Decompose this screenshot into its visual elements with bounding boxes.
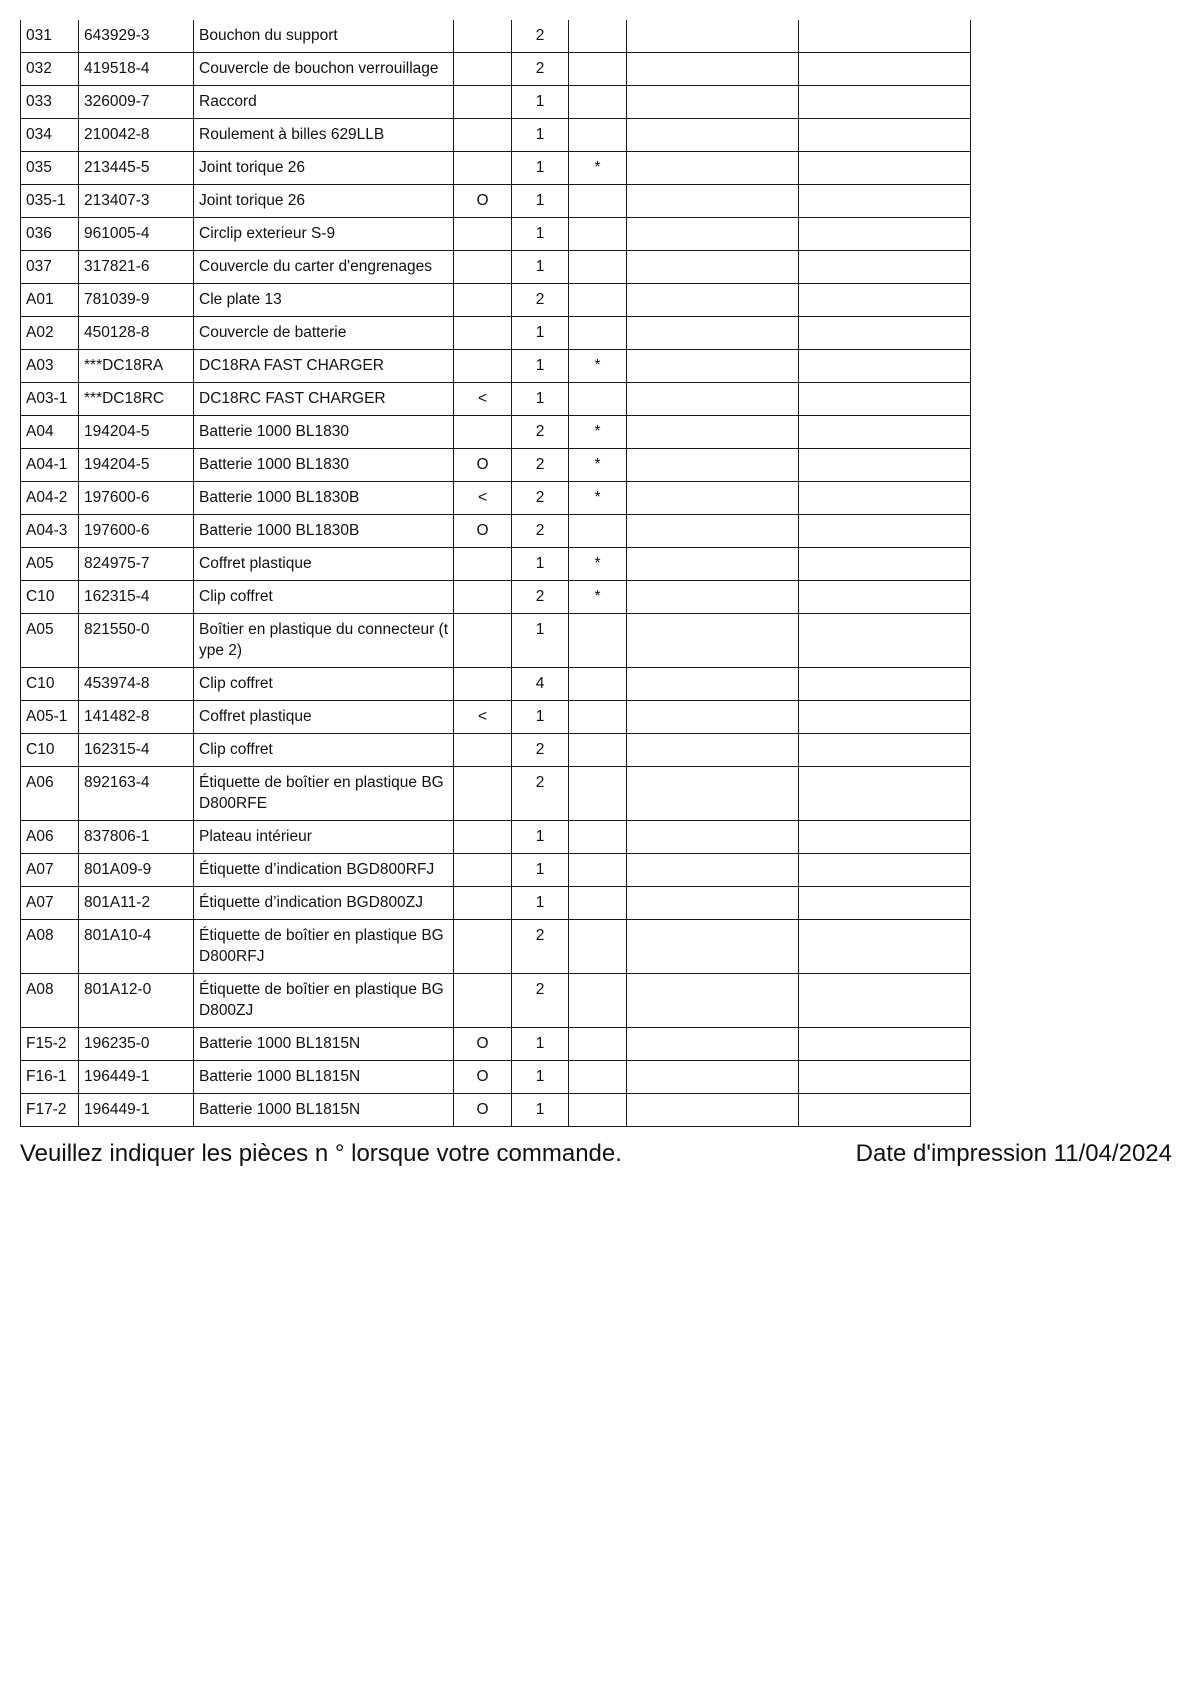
part-number-cell: A06	[21, 767, 79, 821]
option-cell: <	[454, 383, 512, 416]
table-row	[21, 701, 971, 734]
part-number-cell: C10	[21, 668, 79, 701]
empty-cell	[799, 668, 971, 701]
description-cell: Batterie 1000 BL1830B	[194, 515, 454, 548]
table-row	[21, 251, 971, 284]
empty-cell	[799, 20, 971, 53]
quantity-cell: 1	[512, 317, 569, 350]
quantity-cell: 1	[512, 854, 569, 887]
part-number-cell: A05	[21, 548, 79, 581]
option-cell	[454, 767, 512, 821]
marker-cell	[569, 185, 627, 218]
option-cell	[454, 974, 512, 1028]
marker-cell: *	[569, 416, 627, 449]
option-cell	[454, 854, 512, 887]
part-number-cell: A01	[21, 284, 79, 317]
quantity-cell: 4	[512, 668, 569, 701]
marker-cell	[569, 614, 627, 668]
reference-cell: 196449-1	[79, 1094, 194, 1127]
empty-cell	[627, 53, 799, 86]
empty-cell	[627, 734, 799, 767]
quantity-cell: 2	[512, 974, 569, 1028]
empty-cell	[799, 317, 971, 350]
empty-cell	[799, 581, 971, 614]
empty-cell	[799, 1028, 971, 1061]
description-cell: Couvercle du carter d'engrenages	[194, 251, 454, 284]
empty-cell	[627, 701, 799, 734]
empty-cell	[627, 668, 799, 701]
table-row	[21, 284, 971, 317]
empty-cell	[799, 515, 971, 548]
reference-cell: 196235-0	[79, 1028, 194, 1061]
part-number-cell: 035	[21, 152, 79, 185]
part-number-cell: A04	[21, 416, 79, 449]
empty-cell	[627, 383, 799, 416]
empty-cell	[799, 185, 971, 218]
marker-cell: *	[569, 482, 627, 515]
empty-cell	[799, 887, 971, 920]
table-row	[21, 548, 971, 581]
table-row	[21, 350, 971, 383]
empty-cell	[799, 920, 971, 974]
part-number-cell: A08	[21, 974, 79, 1028]
description-cell: Batterie 1000 BL1815N	[194, 1094, 454, 1127]
quantity-cell: 2	[512, 416, 569, 449]
option-cell	[454, 350, 512, 383]
reference-cell: 141482-8	[79, 701, 194, 734]
quantity-cell: 2	[512, 482, 569, 515]
marker-cell: *	[569, 449, 627, 482]
table-row	[21, 53, 971, 86]
reference-cell: 821550-0	[79, 614, 194, 668]
table-row	[21, 767, 971, 821]
description-cell: Batterie 1000 BL1815N	[194, 1028, 454, 1061]
part-number-cell: A07	[21, 887, 79, 920]
option-cell: O	[454, 449, 512, 482]
empty-cell	[799, 548, 971, 581]
reference-cell: 419518-4	[79, 53, 194, 86]
marker-cell	[569, 701, 627, 734]
quantity-cell: 1	[512, 86, 569, 119]
quantity-cell: 1	[512, 1061, 569, 1094]
marker-cell	[569, 86, 627, 119]
description-cell: Bouchon du support	[194, 20, 454, 53]
empty-cell	[627, 416, 799, 449]
reference-cell: 196449-1	[79, 1061, 194, 1094]
marker-cell	[569, 317, 627, 350]
empty-cell	[627, 920, 799, 974]
empty-cell	[799, 821, 971, 854]
description-cell: Étiquette de boîtier en plastique BGD800RFE	[194, 767, 454, 821]
option-cell	[454, 734, 512, 767]
option-cell	[454, 53, 512, 86]
description-cell: Joint torique 26	[194, 185, 454, 218]
option-cell: O	[454, 1028, 512, 1061]
marker-cell	[569, 1028, 627, 1061]
description-cell: Batterie 1000 BL1830	[194, 416, 454, 449]
description-cell: Roulement à billes 629LLB	[194, 119, 454, 152]
quantity-cell: 2	[512, 920, 569, 974]
option-cell	[454, 86, 512, 119]
quantity-cell: 2	[512, 53, 569, 86]
table-row	[21, 515, 971, 548]
marker-cell	[569, 53, 627, 86]
part-number-cell: F17-2	[21, 1094, 79, 1127]
empty-cell	[627, 86, 799, 119]
description-cell: Étiquette d’indication BGD800ZJ	[194, 887, 454, 920]
option-cell	[454, 119, 512, 152]
option-cell: <	[454, 701, 512, 734]
footer-order-note: Veuillez indiquer les pièces n ° lorsque votre commande.	[20, 1140, 622, 1167]
part-number-cell: 035-1	[21, 185, 79, 218]
description-cell: Étiquette de boîtier en plastique BGD800ZJ	[194, 974, 454, 1028]
marker-cell	[569, 821, 627, 854]
description-cell: Clip coffret	[194, 581, 454, 614]
description-cell: Couvercle de batterie	[194, 317, 454, 350]
description-cell: Plateau intérieur	[194, 821, 454, 854]
reference-cell: 194204-5	[79, 449, 194, 482]
description-cell: Batterie 1000 BL1830	[194, 449, 454, 482]
empty-cell	[627, 515, 799, 548]
reference-cell: ***DC18RC	[79, 383, 194, 416]
description-cell: Circlip exterieur S-9	[194, 218, 454, 251]
empty-cell	[799, 482, 971, 515]
reference-cell: 892163-4	[79, 767, 194, 821]
quantity-cell: 1	[512, 185, 569, 218]
marker-cell	[569, 515, 627, 548]
table-row	[21, 581, 971, 614]
empty-cell	[627, 482, 799, 515]
table-row	[21, 218, 971, 251]
reference-cell: 194204-5	[79, 416, 194, 449]
marker-cell: *	[569, 548, 627, 581]
reference-cell: 801A09-9	[79, 854, 194, 887]
marker-cell	[569, 1061, 627, 1094]
marker-cell	[569, 119, 627, 152]
table-row	[21, 1094, 971, 1127]
empty-cell	[627, 1094, 799, 1127]
option-cell	[454, 548, 512, 581]
empty-cell	[799, 53, 971, 86]
empty-cell	[799, 350, 971, 383]
empty-cell	[627, 581, 799, 614]
reference-cell: 197600-6	[79, 482, 194, 515]
marker-cell	[569, 383, 627, 416]
marker-cell	[569, 284, 627, 317]
empty-cell	[627, 821, 799, 854]
part-number-cell: F16-1	[21, 1061, 79, 1094]
marker-cell	[569, 218, 627, 251]
reference-cell: 961005-4	[79, 218, 194, 251]
empty-cell	[799, 974, 971, 1028]
part-number-cell: A05	[21, 614, 79, 668]
marker-cell	[569, 734, 627, 767]
empty-cell	[627, 218, 799, 251]
table-row	[21, 317, 971, 350]
reference-cell: 197600-6	[79, 515, 194, 548]
part-number-cell: A03-1	[21, 383, 79, 416]
table-row	[21, 854, 971, 887]
empty-cell	[799, 218, 971, 251]
table-row	[21, 734, 971, 767]
quantity-cell: 1	[512, 152, 569, 185]
empty-cell	[799, 449, 971, 482]
description-cell: Cle plate 13	[194, 284, 454, 317]
empty-cell	[627, 887, 799, 920]
table-row	[21, 119, 971, 152]
marker-cell	[569, 20, 627, 53]
table-row	[21, 449, 971, 482]
empty-cell	[799, 119, 971, 152]
quantity-cell: 1	[512, 701, 569, 734]
table-row	[21, 668, 971, 701]
option-cell: O	[454, 1094, 512, 1127]
empty-cell	[627, 1061, 799, 1094]
option-cell	[454, 920, 512, 974]
option-cell	[454, 887, 512, 920]
quantity-cell: 1	[512, 614, 569, 668]
empty-cell	[799, 86, 971, 119]
reference-cell: 326009-7	[79, 86, 194, 119]
part-number-cell: C10	[21, 581, 79, 614]
quantity-cell: 1	[512, 887, 569, 920]
reference-cell: 317821-6	[79, 251, 194, 284]
reference-cell: 643929-3	[79, 20, 194, 53]
empty-cell	[799, 284, 971, 317]
quantity-cell: 1	[512, 383, 569, 416]
part-number-cell: C10	[21, 734, 79, 767]
part-number-cell: A06	[21, 821, 79, 854]
marker-cell	[569, 974, 627, 1028]
description-cell: Joint torique 26	[194, 152, 454, 185]
option-cell: O	[454, 185, 512, 218]
option-cell	[454, 317, 512, 350]
empty-cell	[799, 767, 971, 821]
part-number-cell: A08	[21, 920, 79, 974]
empty-cell	[627, 20, 799, 53]
part-number-cell: A04-3	[21, 515, 79, 548]
quantity-cell: 2	[512, 581, 569, 614]
reference-cell: 162315-4	[79, 734, 194, 767]
part-number-cell: 034	[21, 119, 79, 152]
option-cell	[454, 416, 512, 449]
table-row	[21, 974, 971, 1028]
quantity-cell: 2	[512, 515, 569, 548]
quantity-cell: 1	[512, 1028, 569, 1061]
option-cell	[454, 152, 512, 185]
quantity-cell: 2	[512, 284, 569, 317]
part-number-cell: 033	[21, 86, 79, 119]
empty-cell	[627, 251, 799, 284]
part-number-cell: A07	[21, 854, 79, 887]
description-cell: DC18RA FAST CHARGER	[194, 350, 454, 383]
description-cell: Raccord	[194, 86, 454, 119]
part-number-cell: 036	[21, 218, 79, 251]
part-number-cell: 032	[21, 53, 79, 86]
quantity-cell: 2	[512, 734, 569, 767]
empty-cell	[799, 416, 971, 449]
option-cell	[454, 251, 512, 284]
option-cell	[454, 581, 512, 614]
description-cell: Batterie 1000 BL1815N	[194, 1061, 454, 1094]
marker-cell	[569, 767, 627, 821]
part-number-cell: 031	[21, 20, 79, 53]
reference-cell: 781039-9	[79, 284, 194, 317]
description-cell: Clip coffret	[194, 668, 454, 701]
table-row	[21, 20, 971, 53]
empty-cell	[627, 974, 799, 1028]
description-cell: Étiquette d’indication BGD800RFJ	[194, 854, 454, 887]
description-cell: Couvercle de bouchon verrouillage	[194, 53, 454, 86]
empty-cell	[799, 152, 971, 185]
quantity-cell: 2	[512, 20, 569, 53]
quantity-cell: 1	[512, 1094, 569, 1127]
option-cell	[454, 821, 512, 854]
table-row	[21, 1061, 971, 1094]
reference-cell: 213445-5	[79, 152, 194, 185]
part-number-cell: 037	[21, 251, 79, 284]
table-row	[21, 887, 971, 920]
empty-cell	[627, 284, 799, 317]
empty-cell	[627, 152, 799, 185]
marker-cell	[569, 1094, 627, 1127]
reference-cell: 210042-8	[79, 119, 194, 152]
table-row	[21, 821, 971, 854]
empty-cell	[627, 767, 799, 821]
part-number-cell: F15-2	[21, 1028, 79, 1061]
quantity-cell: 2	[512, 767, 569, 821]
table-row	[21, 1028, 971, 1061]
description-cell: Boîtier en plastique du connecteur (type 2)	[194, 614, 454, 668]
marker-cell	[569, 251, 627, 284]
empty-cell	[627, 1028, 799, 1061]
quantity-cell: 2	[512, 449, 569, 482]
reference-cell: 837806-1	[79, 821, 194, 854]
option-cell	[454, 668, 512, 701]
part-number-cell: A05-1	[21, 701, 79, 734]
option-cell	[454, 20, 512, 53]
part-number-cell: A04-1	[21, 449, 79, 482]
table-row	[21, 614, 971, 668]
parts-table-body	[21, 20, 971, 1127]
marker-cell: *	[569, 350, 627, 383]
empty-cell	[799, 1061, 971, 1094]
table-row	[21, 383, 971, 416]
table-row	[21, 86, 971, 119]
option-cell: O	[454, 515, 512, 548]
description-cell: Batterie 1000 BL1830B	[194, 482, 454, 515]
empty-cell	[627, 548, 799, 581]
empty-cell	[799, 383, 971, 416]
table-row	[21, 482, 971, 515]
reference-cell: 801A11-2	[79, 887, 194, 920]
table-row	[21, 185, 971, 218]
empty-cell	[799, 1094, 971, 1127]
option-cell: <	[454, 482, 512, 515]
empty-cell	[627, 854, 799, 887]
reference-cell: 162315-4	[79, 581, 194, 614]
part-number-cell: A04-2	[21, 482, 79, 515]
reference-cell: 450128-8	[79, 317, 194, 350]
marker-cell: *	[569, 581, 627, 614]
option-cell	[454, 218, 512, 251]
reference-cell: 801A10-4	[79, 920, 194, 974]
quantity-cell: 1	[512, 218, 569, 251]
option-cell	[454, 284, 512, 317]
description-cell: Coffret plastique	[194, 701, 454, 734]
empty-cell	[627, 350, 799, 383]
reference-cell: ***DC18RA	[79, 350, 194, 383]
description-cell: Étiquette de boîtier en plastique BGD800RFJ	[194, 920, 454, 974]
footer-print-date: Date d'impression 11/04/2024	[855, 1140, 1172, 1167]
marker-cell	[569, 887, 627, 920]
part-number-cell: A02	[21, 317, 79, 350]
marker-cell	[569, 668, 627, 701]
description-cell: Clip coffret	[194, 734, 454, 767]
quantity-cell: 1	[512, 251, 569, 284]
quantity-cell: 1	[512, 119, 569, 152]
empty-cell	[799, 614, 971, 668]
option-cell	[454, 614, 512, 668]
reference-cell: 453974-8	[79, 668, 194, 701]
reference-cell: 824975-7	[79, 548, 194, 581]
marker-cell	[569, 854, 627, 887]
table-row	[21, 920, 971, 974]
empty-cell	[627, 185, 799, 218]
marker-cell	[569, 920, 627, 974]
quantity-cell: 1	[512, 548, 569, 581]
empty-cell	[799, 251, 971, 284]
table-row	[21, 416, 971, 449]
table-row	[21, 152, 971, 185]
parts-table	[20, 20, 971, 1127]
quantity-cell: 1	[512, 821, 569, 854]
reference-cell: 801A12-0	[79, 974, 194, 1028]
empty-cell	[627, 614, 799, 668]
empty-cell	[627, 119, 799, 152]
option-cell: O	[454, 1061, 512, 1094]
description-cell: Coffret plastique	[194, 548, 454, 581]
description-cell: DC18RC FAST CHARGER	[194, 383, 454, 416]
marker-cell: *	[569, 152, 627, 185]
empty-cell	[799, 734, 971, 767]
reference-cell: 213407-3	[79, 185, 194, 218]
quantity-cell: 1	[512, 350, 569, 383]
part-number-cell: A03	[21, 350, 79, 383]
empty-cell	[799, 854, 971, 887]
empty-cell	[627, 317, 799, 350]
empty-cell	[799, 701, 971, 734]
empty-cell	[627, 449, 799, 482]
